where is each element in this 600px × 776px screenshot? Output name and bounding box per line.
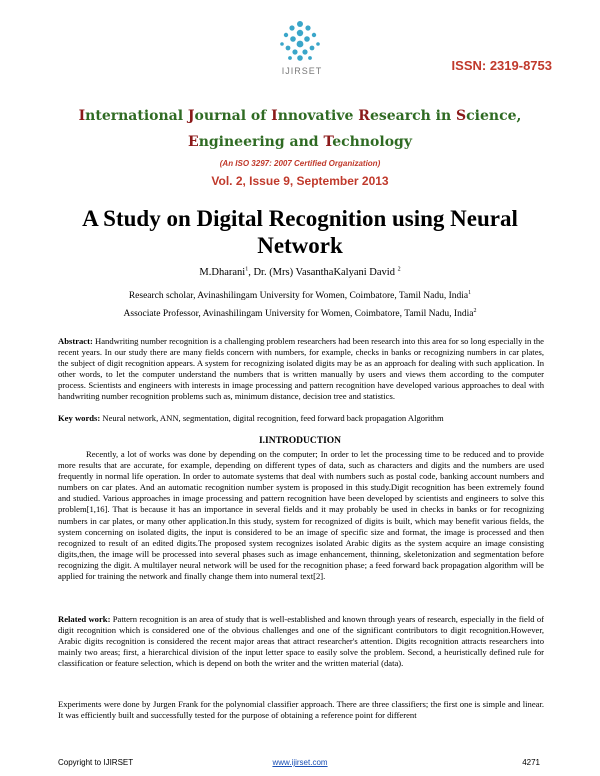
affiliation-2-sup: 2 (473, 307, 477, 314)
journal-name-line2 (0, 134, 600, 150)
journal-word: ngineering and (198, 134, 324, 150)
affiliation-2-text: Associate Professor, Avinashilingam University for Women, Coimbatore, Tamil Nadu, India (123, 309, 474, 319)
journal-word: nnovative (277, 108, 359, 124)
journal-cap: E (188, 134, 199, 150)
introduction-paragraph: Recently, a lot of works was done by depending on the computer; In order to let the processing time to be reduced and to provide more results that are accurate, for example, depending on different types of data, such as characters and digits and the numbers are used frequently in normal life operation. In order to automate systems that deal with numbers such as postal code, banking account numbers and numbers on car plates. And an automatic recognition number system is proposed in this study.Digit recognition has been extremely found and studied. Various approaches in image processing and pattern recognition have been developed by scientists and engineers to solve this problem[1,16]. That is because it has an importance in several fields and it may probably be used in checks in banks or for recognizing numbers in car plates, or many other application.In this study, system for recognized of digits is built, which may benefit various fields, the system concerning on isolated digits, the input is considered to be an image of specific size and format, the image is processed and then recognized to result of an edited digits.The proposed system recognizes isolated Arabic digits as the system acquire an image consisting digits,then, the image will be processed into several phases such as image enhancement, thinning, skeletonization and segmentation before recognizing the digit. A multilayer neural network will be used for the recognition phase; a feed forward back propagation algorithm will be applied for training the network and finally change them into numeral text[2]. (58, 449, 544, 582)
affiliation-1-sup: 1 (468, 289, 472, 296)
abstract-paragraph (58, 336, 544, 403)
keywords-paragraph (58, 413, 544, 424)
keywords-text: Neural network, ANN, segmentation, digital recognition, feed forward back propagation Algorithm (100, 413, 444, 423)
related-work-paragraph (58, 614, 544, 669)
journal-cap: J (187, 108, 195, 124)
journal-word: echnology (332, 134, 412, 150)
page-number: 4271 (522, 758, 540, 767)
affiliation-1-text: Research scholar, Avinashilingam University for Women, Coimbatore, Tamil Nadu, India (128, 291, 469, 301)
related-work-text: Pattern recognition is an area of study that is well-established and known through years of research, especially in the field of digit recognition which is considered one of the obvious challenges and one of the significant contributors to digit recognition.However, Arabic digits recognition is considered the recent major areas that attract researcher's attention. Digits recognition attracts researchers into mainly two areas; first, a hierarchical division of the input letter space to easily solve the problem. Second, a heuristically defined rule for classification or feature selection, which is depend on both the writer and the written material (data). (58, 614, 544, 669)
author-line (0, 267, 600, 278)
footer-url-link[interactable]: www.ijirset.com (272, 758, 328, 767)
logo-text: IJIRSET (281, 66, 323, 76)
introduction-heading: I.INTRODUCTION (258, 436, 342, 446)
author-2-sup: 2 (397, 266, 401, 273)
iso-certification: (An ISO 3297: 2007 Certified Organization) (219, 159, 381, 168)
paper-title: A Study on Digital Recognition using Neural Network (82, 206, 518, 258)
author-1: M.Dharani (199, 267, 246, 278)
journal-word: cience, (466, 108, 522, 124)
journal-word: ournal of (194, 108, 272, 124)
journal-cap: I (78, 108, 86, 124)
author-1-sup: 1 (245, 266, 249, 273)
journal-cap: T (323, 134, 333, 150)
journal-cap: S (456, 108, 467, 124)
experiments-paragraph: Experiments were done by Jurgen Frank for the polynomial classifier approach. There are three classifiers; the first one is simple and linear. It was efficiently built and successfully tested for the purpose of obtaining a reference point for different (58, 699, 544, 721)
volume-issue: Vol. 2, Issue 9, September 2013 (211, 174, 389, 188)
abstract-label: Abstract: (58, 336, 93, 346)
author-separator: , Dr. (Mrs) VasanthaKalyani David (248, 267, 398, 278)
related-work-label: Related work: (58, 614, 111, 624)
journal-cap: R (358, 108, 370, 124)
journal-cap: I (271, 108, 278, 124)
journal-word: nternational (85, 108, 188, 124)
abstract-text: Handwriting number recognition is a challenging problem researchers had been research into this area for so long especially in the recent years. In our study there are many fields concern with numbers, for example, checks in banks or recognizing numbers in car plates, the subject of digit recognition appears. A system for recognizing isolated digits may be as an approach for dealing with such application. In other words, to let the computer understand the numbers that is written manually by users and views them according to the computer process. Scientists and engineers with interests in image processing and pattern recognition have developed various approaches to deal with handwriting number recognition problems such as, minimum distance, decision tree and statistics. (58, 336, 544, 402)
issn-number: ISSN: 2319-8753 (451, 58, 552, 73)
keywords-label: Key words: (58, 413, 101, 423)
affiliation-1 (0, 291, 600, 301)
journal-word: esearch in (369, 108, 457, 124)
journal-name-line1 (0, 108, 600, 124)
affiliation-2 (0, 309, 600, 319)
footer-copyright: Copyright to IJIRSET (58, 758, 134, 767)
